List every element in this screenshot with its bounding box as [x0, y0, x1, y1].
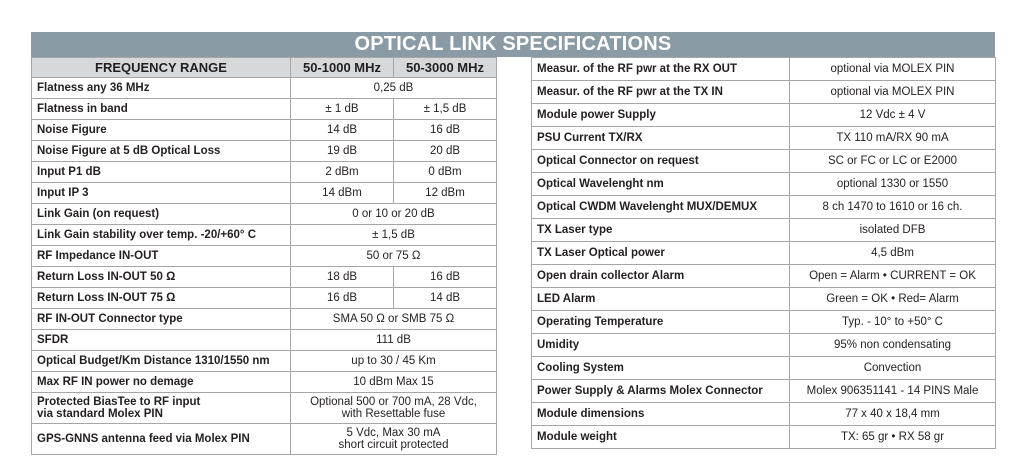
table-row — [532, 403, 996, 426]
spec-value: SC or FC or LC or E2000 — [790, 150, 996, 173]
spec-label: TX Laser type — [532, 219, 790, 242]
spec-value-50-3000: 12 dBm — [394, 183, 497, 204]
table-row — [32, 267, 497, 288]
table-row — [32, 309, 497, 330]
spec-label: Umidity — [532, 334, 790, 357]
spec-label: PSU Current TX/RX — [532, 127, 790, 150]
table-row — [532, 127, 996, 150]
spec-value-50-1000: ± 1 dB — [291, 99, 394, 120]
spec-value: optional via MOLEX PIN — [790, 81, 996, 104]
spec-value: 0 or 10 or 20 dB — [291, 204, 497, 225]
spec-value: 0,25 dB — [291, 78, 497, 99]
table-row — [32, 141, 497, 162]
spec-value: Optional 500 or 700 mA, 28 Vdc, with Resettable fuse — [291, 393, 497, 424]
spec-value: TX 110 mA/RX 90 mA — [790, 127, 996, 150]
spec-label: LED Alarm — [532, 288, 790, 311]
table-row — [532, 311, 996, 334]
spec-value: up to 30 / 45 Km — [291, 351, 497, 372]
spec-label: Measur. of the RF pwr at the RX OUT — [532, 58, 790, 81]
spec-value: optional via MOLEX PIN — [790, 58, 996, 81]
spec-value: 77 x 40 x 18,4 mm — [790, 403, 996, 426]
spec-label: Protected BiasTee to RF input via standard Molex PIN — [32, 393, 291, 424]
spec-value: 10 dBm Max 15 — [291, 372, 497, 393]
spec-value: Typ. - 10° to +50° C — [790, 311, 996, 334]
spec-label: Flatness in band — [32, 99, 291, 120]
table-row — [32, 204, 497, 225]
table-row — [532, 288, 996, 311]
table-row — [32, 372, 497, 393]
spec-value-50-3000: 16 dB — [394, 267, 497, 288]
table-row — [532, 242, 996, 265]
spec-value-50-3000: 14 dB — [394, 288, 497, 309]
column-header-50-1000: 50-1000 MHz — [291, 58, 394, 78]
spec-label: Operating Temperature — [532, 311, 790, 334]
table-header-row — [32, 58, 497, 78]
spec-value: 8 ch 1470 to 1610 or 16 ch. — [790, 196, 996, 219]
spec-value-50-1000: 18 dB — [291, 267, 394, 288]
spec-label: Noise Figure at 5 dB Optical Loss — [32, 141, 291, 162]
spec-value-50-1000: 19 dB — [291, 141, 394, 162]
spec-label: Link Gain (on request) — [32, 204, 291, 225]
column-header-frequency-range: FREQUENCY RANGE — [32, 58, 291, 78]
spec-label: Link Gain stability over temp. -20/+60° C — [32, 225, 291, 246]
spec-value-50-1000: 14 dBm — [291, 183, 394, 204]
spec-value: Green = OK • Red= Alarm — [790, 288, 996, 311]
spec-value-50-3000: 0 dBm — [394, 162, 497, 183]
spec-value: Molex 906351141 - 14 PINS Male — [790, 380, 996, 403]
table-row — [532, 334, 996, 357]
table-row — [532, 196, 996, 219]
spec-value: Open = Alarm • CURRENT = OK — [790, 265, 996, 288]
spec-value: SMA 50 Ω or SMB 75 Ω — [291, 309, 497, 330]
column-header-50-3000: 50-3000 MHz — [394, 58, 497, 78]
spec-value: isolated DFB — [790, 219, 996, 242]
spec-value: Convection — [790, 357, 996, 380]
table-row — [32, 120, 497, 141]
table-row — [32, 183, 497, 204]
table-row — [32, 225, 497, 246]
spec-value-50-3000: 20 dB — [394, 141, 497, 162]
spec-value: 4,5 dBm — [790, 242, 996, 265]
table-row — [32, 424, 497, 455]
spec-label: Optical Wavelenght nm — [532, 173, 790, 196]
spec-value: 12 Vdc ± 4 V — [790, 104, 996, 127]
table-row — [532, 357, 996, 380]
page-title: OPTICAL LINK SPECIFICATIONS — [31, 32, 995, 57]
spec-label: Module power Supply — [532, 104, 790, 127]
table-row — [532, 81, 996, 104]
spec-label: Cooling System — [532, 357, 790, 380]
spec-label: Return Loss IN-OUT 50 Ω — [32, 267, 291, 288]
table-row — [32, 78, 497, 99]
spec-label: Noise Figure — [32, 120, 291, 141]
spec-label: Measur. of the RF pwr at the TX IN — [532, 81, 790, 104]
table-row — [532, 58, 996, 81]
table-row — [532, 173, 996, 196]
spec-label: Max RF IN power no demage — [32, 372, 291, 393]
spec-label: Optical Connector on request — [532, 150, 790, 173]
table-row — [32, 288, 497, 309]
spec-value: optional 1330 or 1550 — [790, 173, 996, 196]
spec-label: GPS-GNNS antenna feed via Molex PIN — [32, 424, 291, 455]
spec-label: SFDR — [32, 330, 291, 351]
spec-value: ± 1,5 dB — [291, 225, 497, 246]
spec-value: 111 dB — [291, 330, 497, 351]
spec-label: Optical Budget/Km Distance 1310/1550 nm — [32, 351, 291, 372]
spec-label: Module dimensions — [532, 403, 790, 426]
table-row — [532, 219, 996, 242]
spec-label: RF IN-OUT Connector type — [32, 309, 291, 330]
spec-label: Power Supply & Alarms Molex Connector — [532, 380, 790, 403]
spec-label: Flatness any 36 MHz — [32, 78, 291, 99]
spec-label: Input P1 dB — [32, 162, 291, 183]
spec-label: Open drain collector Alarm — [532, 265, 790, 288]
spec-label: RF Impedance IN-OUT — [32, 246, 291, 267]
table-row — [32, 393, 497, 424]
spec-value: TX: 65 gr • RX 58 gr — [790, 426, 996, 449]
table-row — [532, 265, 996, 288]
general-spec-table — [531, 57, 996, 449]
spec-label: Return Loss IN-OUT 75 Ω — [32, 288, 291, 309]
table-row — [32, 246, 497, 267]
spec-label: TX Laser Optical power — [532, 242, 790, 265]
spec-label: Optical CWDM Wavelenght MUX/DEMUX — [532, 196, 790, 219]
table-row — [532, 150, 996, 173]
table-row — [532, 104, 996, 127]
table-row — [32, 162, 497, 183]
spec-label: Input IP 3 — [32, 183, 291, 204]
spec-value-50-3000: ± 1,5 dB — [394, 99, 497, 120]
frequency-spec-table — [31, 57, 497, 455]
spec-value: 50 or 75 Ω — [291, 246, 497, 267]
table-row — [32, 330, 497, 351]
spec-value-50-1000: 14 dB — [291, 120, 394, 141]
spec-label: Module weight — [532, 426, 790, 449]
spec-value: 95% non condensating — [790, 334, 996, 357]
table-row — [532, 426, 996, 449]
spec-value-50-1000: 16 dB — [291, 288, 394, 309]
table-row — [532, 380, 996, 403]
spec-value-50-1000: 2 dBm — [291, 162, 394, 183]
spec-value: 5 Vdc, Max 30 mA short circuit protected — [291, 424, 497, 455]
spec-value-50-3000: 16 dB — [394, 120, 497, 141]
table-row — [32, 99, 497, 120]
table-row — [32, 351, 497, 372]
